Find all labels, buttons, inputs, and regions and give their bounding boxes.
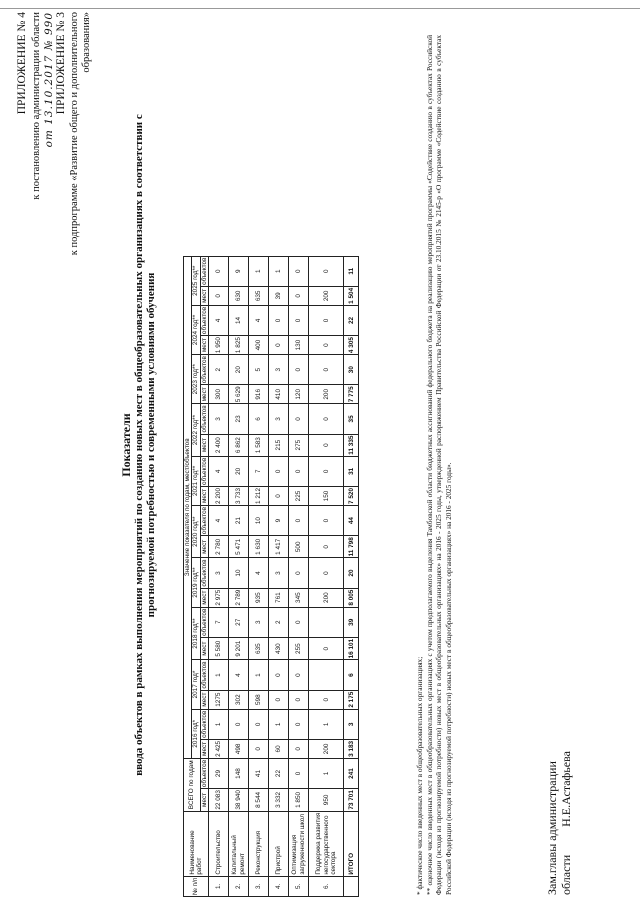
table-cell: 4 [229,660,249,690]
total-cell: 11 798 [344,536,359,558]
table-cell: 8 544 [249,789,269,812]
total-cell: 1 504 [344,286,359,305]
appendix3-title: ПРИЛОЖЕНИЕ № 3 [55,12,67,115]
header-places: мест [200,739,208,758]
scan-edge-line [0,8,640,9]
total-cell: 3 [344,709,359,739]
header-objects: объектов [200,457,208,485]
table-cell: 916 [249,385,269,404]
table-row [229,256,249,896]
title-line-1: ввода объектов в рамках выполнения мероприятий по созданию новых мест в общеобразовательных организациях в соответствии с [132,114,145,776]
header-total: ВСЕГО по годам [184,758,201,811]
table-cell: 0 [289,256,309,286]
table-body [209,256,359,896]
table-cell: 2 [209,355,229,385]
table-cell: 275 [289,434,309,456]
table-cell: 9 [229,256,249,286]
table-cell: 1 [309,709,344,739]
table-cell: 10 [249,505,269,535]
table-cell: 0 [309,456,344,486]
table-cell: 0 [269,486,289,505]
table-cell: 255 [289,637,309,660]
header-year: 2024 год** [192,305,200,354]
row-name: Оптимизация загруженности школ [289,811,309,876]
total-cell: 39 [344,607,359,637]
table-cell: 635 [249,637,269,660]
row-number: 3. [249,876,269,896]
table-row [249,256,269,896]
table-cell: 0 [209,286,229,305]
table-cell: 0 [269,305,289,335]
total-cell: 73 701 [344,789,359,812]
row-name: Реконструкция [249,811,269,876]
table-cell: 0 [269,456,289,486]
table-cell: 5 471 [229,536,249,558]
table-cell: 41 [249,758,269,788]
table-cell: 4 [209,456,229,486]
table-cell: 1 [269,256,289,286]
table-cell: 0 [309,536,344,558]
table-cell: 0 [289,558,309,588]
signature-area: области [559,854,573,895]
total-cell: 4 305 [344,336,359,355]
table-cell: 935 [249,588,269,607]
table-cell: 0 [249,739,269,758]
table-header-units [200,256,208,896]
table-cell: 1 630 [249,536,269,558]
header-values: Значение показателя по годам, мест/объектов [184,256,192,758]
row-number: 6. [309,876,344,896]
table-cell: 1 583 [249,434,269,456]
table-cell: 2 400 [209,434,229,456]
header-year: 2020 год** [192,505,200,557]
table-cell: 14 [229,305,249,335]
header-objects: объектов [200,356,208,384]
header-places: мест [200,286,208,305]
header-year: 2017 год* [192,660,200,709]
table-cell: 4 [209,305,229,335]
appendix3-line: к подпрограмме «Развитие общего и дополнительного образования» [69,12,92,256]
table-cell: 150 [309,486,344,505]
signature-line [559,751,573,895]
total-label: ИТОГО [344,811,359,876]
table-cell: 38 940 [229,789,249,812]
table-cell: 5 629 [229,385,249,404]
header-year: 2022 год** [192,404,200,456]
table-cell: 0 [269,660,289,690]
table-cell: 0 [289,456,309,486]
table-cell: 0 [269,690,289,709]
table-cell: 400 [249,336,269,355]
row-name: Пристрой [269,811,289,876]
header-num: № п/п [184,876,209,896]
row-number: 1. [209,876,229,896]
total-cell: 44 [344,505,359,535]
table-cell: 1 [209,660,229,690]
table-cell: 1 [209,709,229,739]
table-cell: 3 [269,558,289,588]
table-cell: 0 [309,256,344,286]
table-cell: 3 [209,558,229,588]
total-number [344,876,359,896]
table-cell: 4 [209,505,229,535]
header-year: 2018 год** [192,607,200,660]
table-cell: 4 [249,558,269,588]
table-cell: 300 [209,385,229,404]
table-cell: 0 [209,256,229,286]
table-cell: 1 [249,256,269,286]
table-cell: 0 [289,709,309,739]
header-objects: объектов [200,405,208,433]
total-cell: 241 [344,758,359,788]
header-year: 2025 год** [192,256,200,305]
table-cell: 3 [249,607,269,637]
header-places: мест [200,588,208,607]
header-objects: объектов [200,710,208,738]
total-cell: 35 [344,404,359,434]
header-objects: объектов [200,661,208,689]
table-cell: 200 [309,385,344,404]
table-cell: 0 [309,637,344,660]
header-places: мест [200,536,208,558]
table-cell: 200 [309,588,344,607]
table-cell: 39 [269,286,289,305]
table-cell: 3 [209,404,229,434]
table-cell: 410 [269,385,289,404]
signature-block [545,751,573,895]
header-objects: объектов [200,759,208,788]
table-cell [309,607,344,637]
table-cell [309,660,344,690]
table-cell: 23 [229,404,249,434]
total-cell: 7 520 [344,486,359,505]
table-cell: 345 [289,588,309,607]
header-places: мест [200,434,208,456]
table-cell: 0 [309,355,344,385]
total-cell: 16 101 [344,637,359,660]
table-cell: 0 [309,305,344,335]
table-cell: 2 200 [209,486,229,505]
header-objects: объектов [200,559,208,587]
appendix4-title: ПРИЛОЖЕНИЕ № 4 [16,12,28,115]
table-cell: 29 [209,758,229,788]
table-cell: 0 [289,739,309,758]
table-cell: 5 580 [209,637,229,660]
table-cell: 0 [309,690,344,709]
table-cell: 2 780 [209,536,229,558]
table-cell: 302 [229,690,249,709]
table-cell: 27 [229,607,249,637]
total-cell: 11 [344,256,359,286]
row-number: 4. [269,876,289,896]
header-places: мест [200,637,208,660]
table-total-row [344,256,359,896]
table-cell: 200 [309,739,344,758]
indicators-table [183,256,359,897]
table-cell: 1 850 [289,789,309,812]
table-cell: 148 [229,758,249,788]
total-cell: 20 [344,558,359,588]
table-cell: 0 [309,434,344,456]
title-line-2: прогнозируемой потребностью и современными условиями обучения [145,272,157,618]
table-cell: 7 [209,607,229,637]
total-cell: 8 005 [344,588,359,607]
signature-position: Зам.главы администрации [545,761,559,895]
table-cell: 0 [309,505,344,535]
table-cell: 0 [289,505,309,535]
footnote-2: ** оценочное число введенных мест в общеобразовательных организациях с учетом предполагаемого выделения Тамбовской области бюджетных ассигнований федерального бюджета на реализацию мероприятий программы «Содействие созданию в субъектах Российской Федерации (исходя из прогнозируемой потребности) новых мест в общеобразовательных организациях» на 2016 - 2025 годы, утвержденной распоряжением Правительства Российской Федерации от 23.10.2015 № 2145-р «О программе «Содействие созданию в субъектах Российской Федерации (исходя из прогнозируемой потребности) новых мест в общеобразовательных организациях» на 2016 - 2025 годы». [424,35,453,895]
table-cell: 10 [229,558,249,588]
table-cell: 3 332 [269,789,289,812]
total-cell: 22 [344,305,359,335]
table-row [309,256,344,896]
header-places: мест [200,789,208,812]
table-cell: 3 [269,355,289,385]
table-cell: 22 083 [209,789,229,812]
header-name: Наименование работ [184,811,209,876]
table-cell: 635 [249,286,269,305]
table-cell: 498 [229,739,249,758]
signature-person: Н.Е.Астафьева [559,751,573,827]
total-cell: 30 [344,355,359,385]
table-cell: 761 [269,588,289,607]
table-row [269,256,289,896]
table-cell: 1 [249,660,269,690]
table-cell: 2 789 [229,588,249,607]
header-objects: объектов [200,608,208,636]
table-cell: 130 [289,336,309,355]
table-cell: 215 [269,434,289,456]
header-year: 2016 год* [192,709,200,758]
header-places: мест [200,336,208,355]
table-cell: 20 [229,456,249,486]
total-cell: 7 775 [344,385,359,404]
table-cell: 1 [309,758,344,788]
table-cell: 0 [289,286,309,305]
header-places: мест [200,690,208,709]
table-cell: 20 [229,355,249,385]
table-cell: 0 [289,660,309,690]
total-cell: 6 [344,660,359,690]
table-cell: 500 [289,536,309,558]
table-cell: 2 [269,607,289,637]
table-cell: 430 [269,637,289,660]
appendix4-caption [31,12,55,200]
table-cell: 0 [289,404,309,434]
header-objects: объектов [200,306,208,335]
table-cell: 4 [249,305,269,335]
table-cell: 630 [229,286,249,305]
title-heading: Показатели [119,413,133,477]
table-cell: 1275 [209,690,229,709]
table-cell: 1 [269,709,289,739]
row-number: 5. [289,876,309,896]
table-row [209,256,229,896]
appendix4-date: от 13.10.2017 № 990 [43,12,55,148]
table-cell: 0 [229,709,249,739]
total-cell: 3 183 [344,739,359,758]
header-places: мест [200,385,208,404]
table-cell: 0 [289,690,309,709]
table-cell: 598 [249,690,269,709]
row-name: Поддержка развития негосударственного сектора [309,811,344,876]
header-year: 2023 год** [192,355,200,404]
table-cell: 21 [229,505,249,535]
table-cell: 3 [269,404,289,434]
header-places: мест [200,486,208,505]
table-row [289,256,309,896]
table-cell: 950 [309,789,344,812]
header-year: 2019 год** [192,558,200,607]
table-cell: 225 [289,486,309,505]
table-cell: 120 [289,385,309,404]
table-cell: 1 950 [209,336,229,355]
table-cell: 1 212 [249,486,269,505]
table-cell: 7 [249,456,269,486]
table-cell: 0 [289,355,309,385]
table-cell: 1 825 [229,336,249,355]
table-cell: 0 [249,709,269,739]
header-objects: объектов [200,506,208,535]
table-cell: 0 [309,558,344,588]
total-cell: 31 [344,456,359,486]
header-objects: объектов [200,257,208,285]
footnotes [415,35,453,895]
row-name: Капитальный ремонт [229,811,249,876]
table-cell: 0 [289,305,309,335]
table-cell: 1 417 [269,536,289,558]
document-title [120,75,158,815]
table-cell: 9 [269,505,289,535]
table-cell: 0 [289,607,309,637]
header-year: 2021 год** [192,456,200,505]
total-cell: 2 175 [344,690,359,709]
table-cell: 0 [309,404,344,434]
table-cell: 0 [269,336,289,355]
table-cell: 200 [309,286,344,305]
table-cell: 0 [289,758,309,788]
table-cell: 5 [249,355,269,385]
row-number: 2. [229,876,249,896]
table-cell: 9 201 [229,637,249,660]
footnote-1: * фактическое число введенных мест в общеобразовательных организациях; [415,656,424,895]
table-header-row-1 [184,256,192,896]
table-cell: 22 [269,758,289,788]
total-cell: 11 335 [344,434,359,456]
table-cell: 6 [249,404,269,434]
table-cell: 3 733 [229,486,249,505]
table-cell: 2 975 [209,588,229,607]
table-cell: 6 862 [229,434,249,456]
table-cell: 2 425 [209,739,229,758]
row-name: Строительство [209,811,229,876]
appendix4-line: к постановлению администрации области [31,12,42,200]
table-cell: 0 [309,336,344,355]
table-cell: 60 [269,739,289,758]
